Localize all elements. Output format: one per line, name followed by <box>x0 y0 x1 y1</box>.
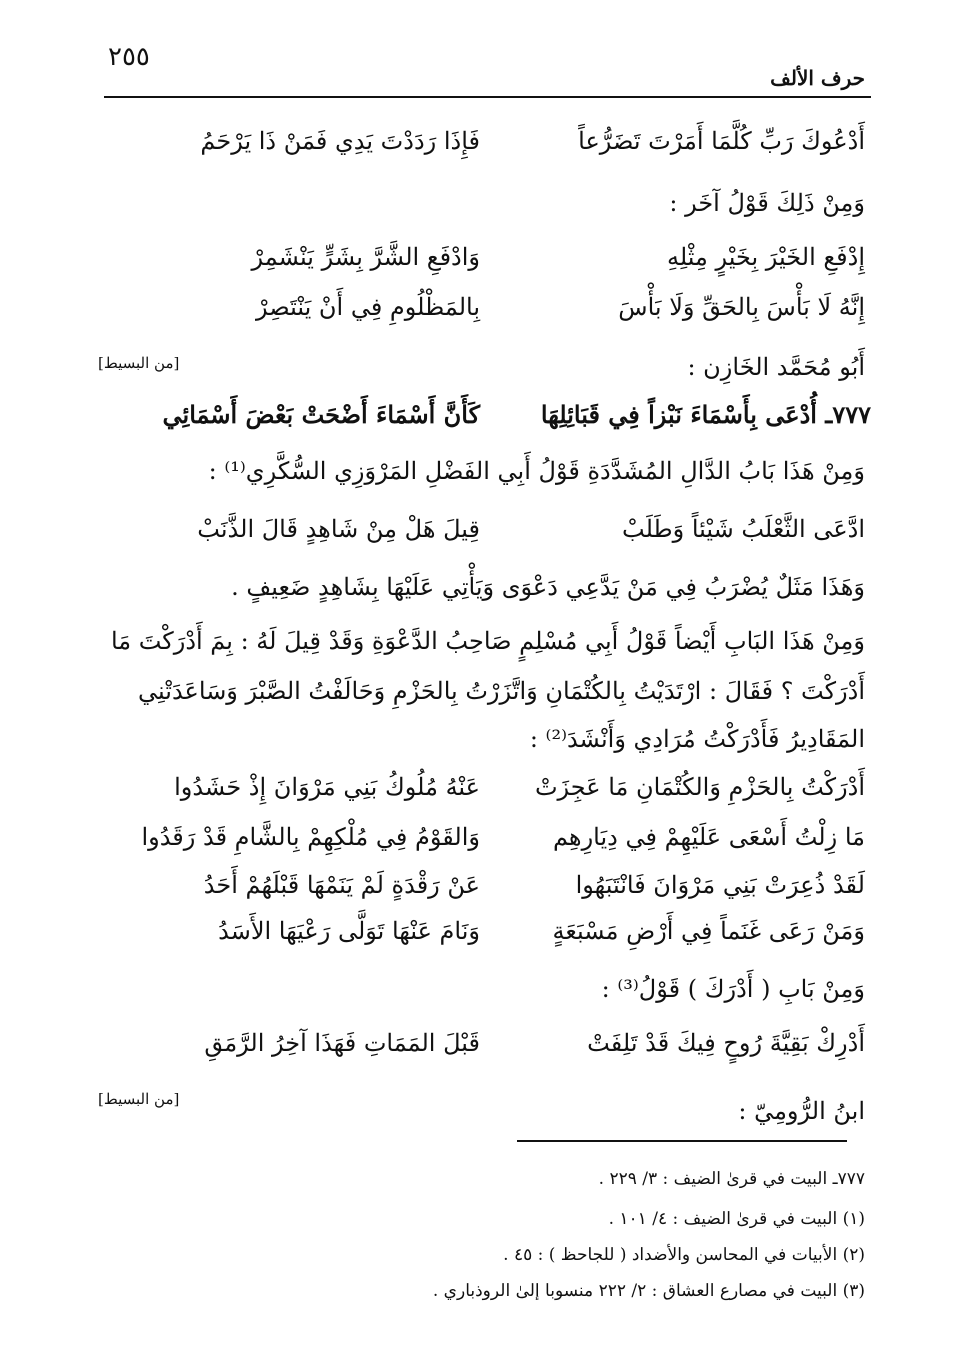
verse-9-right: أَدْرِكْ بَقِيَّةَ رُوحٍ فِيكَ قَدْ تَلِفَتْ <box>587 1029 865 1057</box>
footnote-3: (٣) البيت في مصارع العشاق : ٢/ ٢٢٢ منسوبا إلىٰ الروذباري . <box>432 1281 865 1301</box>
paragraph-4-line-1: وَمِنْ هَذَا البَابِ أَيْضاً قَوْلُ أَبِي مُسْلِمٍ صَاحِبُ الدَّعْوَةِ وَقَدْ قِيلَ لَهُ : بِمَ أَدْرَكْتَ مَا <box>110 627 865 655</box>
verse-3-right: إِنَّهُ لَا بَأْسَ بِالحَقِّ وَلَا بَأْسَ <box>618 293 865 321</box>
poet-name-1: أَبُو مُحَمَّد الخَازِن : <box>687 353 865 381</box>
verse-7-right: لَقَدْ ذُعِرَتْ بَنِي مَرْوَانَ فَانْتَبَهُوا <box>575 871 865 899</box>
verse-1-left: فَإِذَا رَدَدْتَ يَدِي فَمَنْ ذَا يَرْحَمُ <box>200 127 480 155</box>
verse-6-left: وَالقَوْمُ فِي مُلْكِهِمْ بِالشَّامِ قَدْ رَقَدُوا <box>141 823 480 851</box>
paragraph-1: وَمِنْ ذَلِكَ قَوْلُ آخَر : <box>669 189 865 217</box>
footnote-2: (٢) الأبيات في المحاسن والأضداد ( للجاحظ ) : ٤٥ . <box>503 1245 865 1265</box>
verse-5-left: عَنْهُ مُلُوكُ بَنِي مَرْوَانَ إِذْ حَشَدُوا <box>174 773 480 801</box>
verse-5-right: أَدْرَكْتُ بِالحَزْمِ وَالكُتْمَانِ مَا عَجِزَتْ <box>534 773 865 801</box>
verse-777-right: ٧٧٧ـ أُدْعَى بِأَسْمَاءَ نَبْزاً فِي قَبَائِلِهَا <box>540 400 871 429</box>
verse-2-left: وَادْفَعِ الشَّرَّ بِشَرٍّ يَنْشَمِرْ <box>251 243 480 271</box>
verse-3-left: بِالمَظْلُومِ فِي أَنْ يَنْتَصِرْ <box>256 293 480 321</box>
chapter-title: حرف الألف <box>770 66 865 90</box>
verse-4-left: قِيلَ هَلْ مِنْ شَاهِدٍ قَالَ الذَّنَبْ <box>197 515 480 543</box>
page-number: ٢٥٥ <box>108 42 150 72</box>
footnote-777: ٧٧٧ـ البيت في قرىٰ الضيف : ٣/ ٢٢٩ . <box>598 1169 865 1189</box>
verse-1-right: أَدْعُوكَ رَبِّ كُلَّمَا أَمَرْتَ تَضَرُّعاً <box>578 127 865 155</box>
paragraph-4-line-2: أَدْرَكْتَ ؟ فَقَالَ : ارْتَدَيْتُ بِالكُتْمَانِ وَاتَّزَرْتُ بِالحَزْمِ وَحَالَفْتُ الصَّبْرَ وَسَاعَدَتْنِي <box>138 677 865 705</box>
footnote-1: (١) البيت في قرىٰ الضيف : ٤/ ١٠١ . <box>608 1209 865 1229</box>
verse-777-left: كَأَنَّ أَسْمَاءَ أَضْحَتْ بَعْضَ أَسْمَائِي <box>162 400 480 429</box>
paragraph-4-line-3: المَقَادِيرُ فَأَدْرَكْتُ مُرَادِي وَأَنْشَدَ⁽²⁾ : <box>529 725 865 753</box>
verse-8-left: وَنَامَ عَنْهَا تَوَلَّى رَعْيَهَا الأَسَدُ <box>218 917 480 945</box>
verse-8-right: وَمَنْ رَعَى غَنَماً فِي أَرْضِ مَسْبَعَةٍ <box>552 917 865 945</box>
verse-7-left: عَنْ رَقْدَةٍ لَمْ يَنَمْهَا قَبْلَهُمْ أَحَدُ <box>203 871 480 899</box>
poet-name-2: ابنُ الرُّومِيّ : <box>738 1097 865 1125</box>
header-rule <box>104 96 871 98</box>
paragraph-2: وَمِنْ هَذَا بَابُ الدَّالِ المُشَدَّدَةِ قَوْلُ أَبِي الفَضْلِ المَرْوَزِي السُّكَّرِي⁽¹⁾ : <box>208 457 865 485</box>
verse-6-right: مَا زِلْتُ أَسْعَى عَلَيْهِمْ فِي دِيَارِهِم <box>552 823 865 851</box>
paragraph-3: وَهَذَا مَثَلٌ يُضْرَبُ فِي مَنْ يَدَّعِي دَعْوَى وَيَأْتِي عَلَيْهَا بِشَاهِدٍ ضَعِيفٍ . <box>231 573 865 601</box>
paragraph-5: وَمِنْ بَابِ ( أَدْرَكَ ) قَوْلُ⁽³⁾ : <box>601 975 865 1003</box>
footnote-rule <box>517 1140 847 1142</box>
verse-4-right: ادَّعَى الثَّعْلَبُ شَيْئاً وَطَلَبْ <box>622 515 865 543</box>
meter-label-2: [من البسيط] <box>98 1090 180 1108</box>
meter-label-1: [من البسيط] <box>98 354 180 372</box>
verse-9-left: قَبْلَ المَمَاتِ فَهَذَا آخِرُ الرَّمَقِ <box>204 1029 480 1057</box>
verse-2-right: إِدْفَعِ الخَيْرَ بِخَيْرٍ مِثْلِهِ <box>666 243 865 271</box>
